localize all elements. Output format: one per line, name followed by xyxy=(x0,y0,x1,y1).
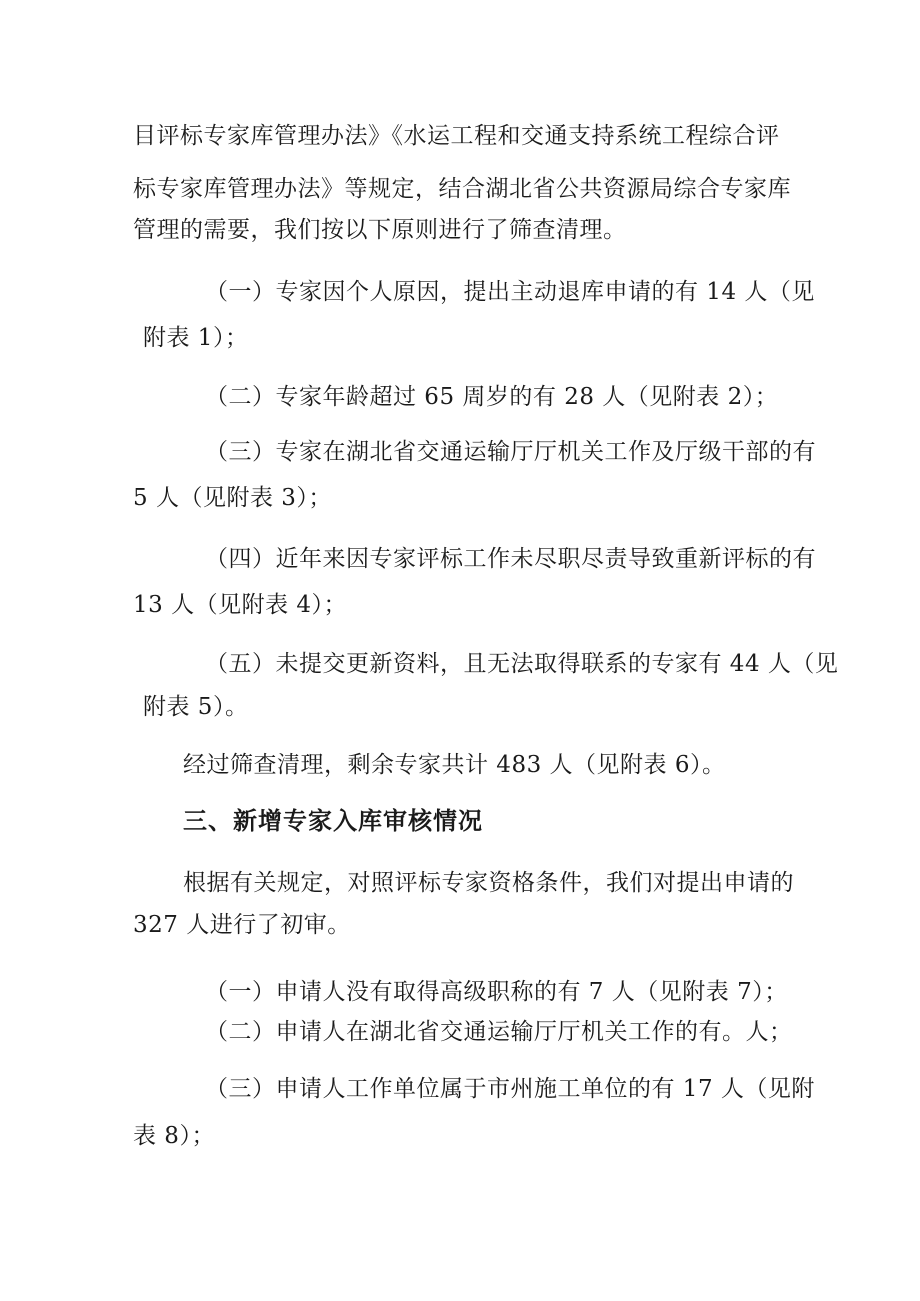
screening-item-5-line-2: 附表 5）。 xyxy=(143,694,249,720)
intro-line-3: 管理的需要，我们按以下原则进行了筛查清理。 xyxy=(133,217,627,243)
review-intro-line-1: 根据有关规定，对照评标专家资格条件，我们对提出申请的 xyxy=(183,870,794,896)
review-item-3-line-1: （三）申请人工作单位属于市州施工单位的有 17 人（见附 xyxy=(205,1076,815,1102)
intro-line-2: 标专家库管理办法》等规定，结合湖北省公共资源局综合专家库 xyxy=(133,176,791,202)
review-intro-line-2: 327 人进行了初审。 xyxy=(133,912,351,938)
review-item-1-line-1: （一）申请人没有取得高级职称的有 7 人（见附表 7）； xyxy=(205,979,788,1005)
review-item-2-line-1: （二）申请人在湖北省交通运输厅厅机关工作的有。人； xyxy=(205,1019,793,1045)
intro-line-1: 目评标专家库管理办法》《水运工程和交通支持系统工程综合评 xyxy=(133,123,780,149)
screening-item-2-line-1: （二）专家年龄超过 65 周岁的有 28 人（见附表 2）； xyxy=(205,384,779,410)
review-item-3-line-2: 表 8）； xyxy=(133,1123,215,1149)
screening-item-1-line-2: 附表 1）； xyxy=(143,325,249,351)
screening-item-1-line-1: （一）专家因个人原因，提出主动退库申请的有 14 人（见 xyxy=(205,279,815,305)
section-heading: 三、新增专家入库审核情况 xyxy=(183,807,483,835)
screening-item-4-line-1: （四）近年来因专家评标工作未尽职尽责导致重新评标的有 xyxy=(205,546,816,572)
screening-summary: 经过筛查清理，剩余专家共计 483 人（见附表 6）。 xyxy=(183,752,726,778)
screening-item-5-line-1: （五）未提交更新资料，且无法取得联系的专家有 44 人（见 xyxy=(205,651,839,677)
screening-item-4-line-2: 13 人（见附表 4）； xyxy=(133,592,348,618)
screening-item-3-line-1: （三）专家在湖北省交通运输厅厅机关工作及厅级干部的有 xyxy=(205,439,816,465)
screening-item-3-line-2: 5 人（见附表 3）； xyxy=(133,485,332,511)
